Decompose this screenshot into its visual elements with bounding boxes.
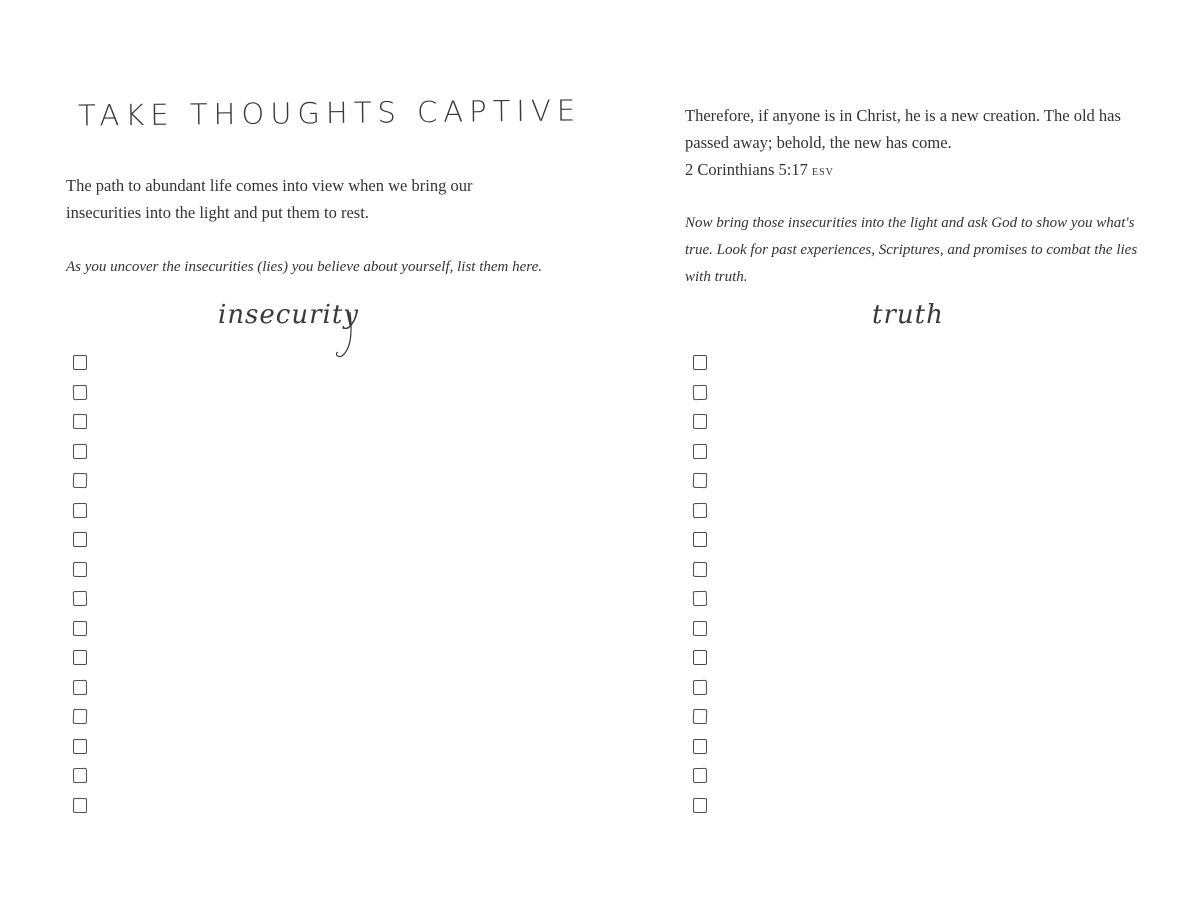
insecurity-column-label bbox=[218, 300, 359, 330]
insecurity-checklist bbox=[73, 355, 87, 827]
insecurity-list-item bbox=[73, 591, 87, 621]
truth-list-item bbox=[693, 473, 707, 503]
truth-checkbox[interactable] bbox=[693, 561, 707, 576]
insecurity-checkbox[interactable] bbox=[73, 797, 87, 812]
insecurity-checkbox[interactable] bbox=[73, 620, 87, 635]
truth-checkbox[interactable] bbox=[693, 739, 707, 754]
insecurity-checkbox[interactable] bbox=[73, 679, 87, 694]
verse-text: Therefore, if anyone is in Christ, he is a new creation. The old has passed away; behold, the new has come. bbox=[685, 106, 1121, 152]
insecurity-checkbox[interactable] bbox=[73, 502, 87, 517]
verse-version: esv bbox=[811, 164, 834, 179]
truth-list-item bbox=[693, 355, 707, 385]
right-page bbox=[600, 0, 1200, 914]
insecurity-instruction: As you uncover the insecurities (lies) you believe about yourself, list them here. bbox=[66, 259, 542, 275]
truth-checkbox[interactable] bbox=[693, 797, 707, 812]
truth-list-item bbox=[693, 591, 707, 621]
insecurity-list-item bbox=[73, 709, 87, 739]
insecurity-checkbox[interactable] bbox=[73, 473, 88, 488]
insecurity-list-item bbox=[73, 444, 87, 474]
truth-list-item bbox=[693, 385, 707, 415]
insecurity-list-item bbox=[73, 385, 87, 415]
insecurity-label-text: insecurity bbox=[218, 300, 359, 330]
insecurity-list-item bbox=[73, 473, 87, 503]
insecurity-checkbox[interactable] bbox=[73, 709, 88, 724]
truth-checkbox[interactable] bbox=[693, 679, 707, 694]
truth-checkbox[interactable] bbox=[693, 502, 707, 517]
insecurity-list-item bbox=[73, 414, 87, 444]
truth-list-item bbox=[693, 532, 707, 562]
truth-checkbox[interactable] bbox=[693, 768, 707, 783]
insecurity-checkbox[interactable] bbox=[73, 650, 87, 665]
insecurity-checkbox[interactable] bbox=[73, 414, 87, 429]
insecurity-list-item bbox=[73, 355, 87, 385]
truth-list-item bbox=[693, 739, 707, 769]
truth-checkbox[interactable] bbox=[693, 473, 708, 488]
truth-list-item bbox=[693, 680, 707, 710]
insecurity-checkbox[interactable] bbox=[73, 355, 87, 370]
truth-list-item bbox=[693, 562, 707, 592]
insecurity-label-flourish bbox=[336, 310, 356, 360]
intro-paragraph: The path to abundant life comes into view when we bring our insecurities into the light and put them to rest. bbox=[66, 176, 473, 222]
insecurity-list-item bbox=[73, 562, 87, 592]
truth-list-item bbox=[693, 503, 707, 533]
truth-checkbox[interactable] bbox=[693, 443, 707, 458]
truth-checkbox[interactable] bbox=[693, 620, 707, 635]
truth-checkbox[interactable] bbox=[693, 650, 707, 665]
verse-reference-line bbox=[685, 156, 1155, 185]
truth-label-text: truth bbox=[872, 300, 944, 330]
insecurity-checkbox[interactable] bbox=[73, 532, 87, 547]
truth-checkbox[interactable] bbox=[693, 414, 707, 429]
truth-list-item bbox=[693, 621, 707, 651]
truth-checkbox[interactable] bbox=[693, 355, 707, 370]
insecurity-list-item bbox=[73, 798, 87, 828]
truth-list-item bbox=[693, 768, 707, 798]
insecurity-list-item bbox=[73, 739, 87, 769]
truth-list-item bbox=[693, 798, 707, 828]
insecurity-checkbox[interactable] bbox=[73, 768, 87, 783]
scripture-verse bbox=[685, 102, 1155, 185]
truth-list-item bbox=[693, 444, 707, 474]
truth-column-label bbox=[872, 300, 944, 330]
truth-checkbox[interactable] bbox=[693, 532, 707, 547]
insecurity-list-item bbox=[73, 680, 87, 710]
insecurity-checkbox[interactable] bbox=[73, 591, 88, 606]
truth-checklist bbox=[693, 355, 707, 827]
insecurity-checkbox[interactable] bbox=[73, 443, 87, 458]
insecurity-list-item bbox=[73, 621, 87, 651]
insecurity-list-item bbox=[73, 768, 87, 798]
insecurity-checkbox[interactable] bbox=[73, 739, 87, 754]
insecurity-checkbox[interactable] bbox=[73, 561, 87, 576]
insecurity-list-item bbox=[73, 503, 87, 533]
insecurity-checkbox[interactable] bbox=[73, 384, 88, 399]
truth-checkbox[interactable] bbox=[693, 709, 708, 724]
page-title: TAKE THOUGHTS CAPTIVE bbox=[77, 93, 582, 133]
insecurity-list-item bbox=[73, 650, 87, 680]
insecurity-list-item bbox=[73, 532, 87, 562]
verse-reference: 2 Corinthians 5:17 bbox=[685, 160, 808, 179]
truth-instruction: Now bring those insecurities into the light and ask God to show you what's true. Look for past experiences, Scriptures, and promises to combat the lies with truth. bbox=[685, 215, 1138, 285]
truth-list-item bbox=[693, 650, 707, 680]
truth-checkbox[interactable] bbox=[693, 384, 708, 399]
truth-list-item bbox=[693, 709, 707, 739]
truth-checkbox[interactable] bbox=[693, 591, 708, 606]
truth-list-item bbox=[693, 414, 707, 444]
